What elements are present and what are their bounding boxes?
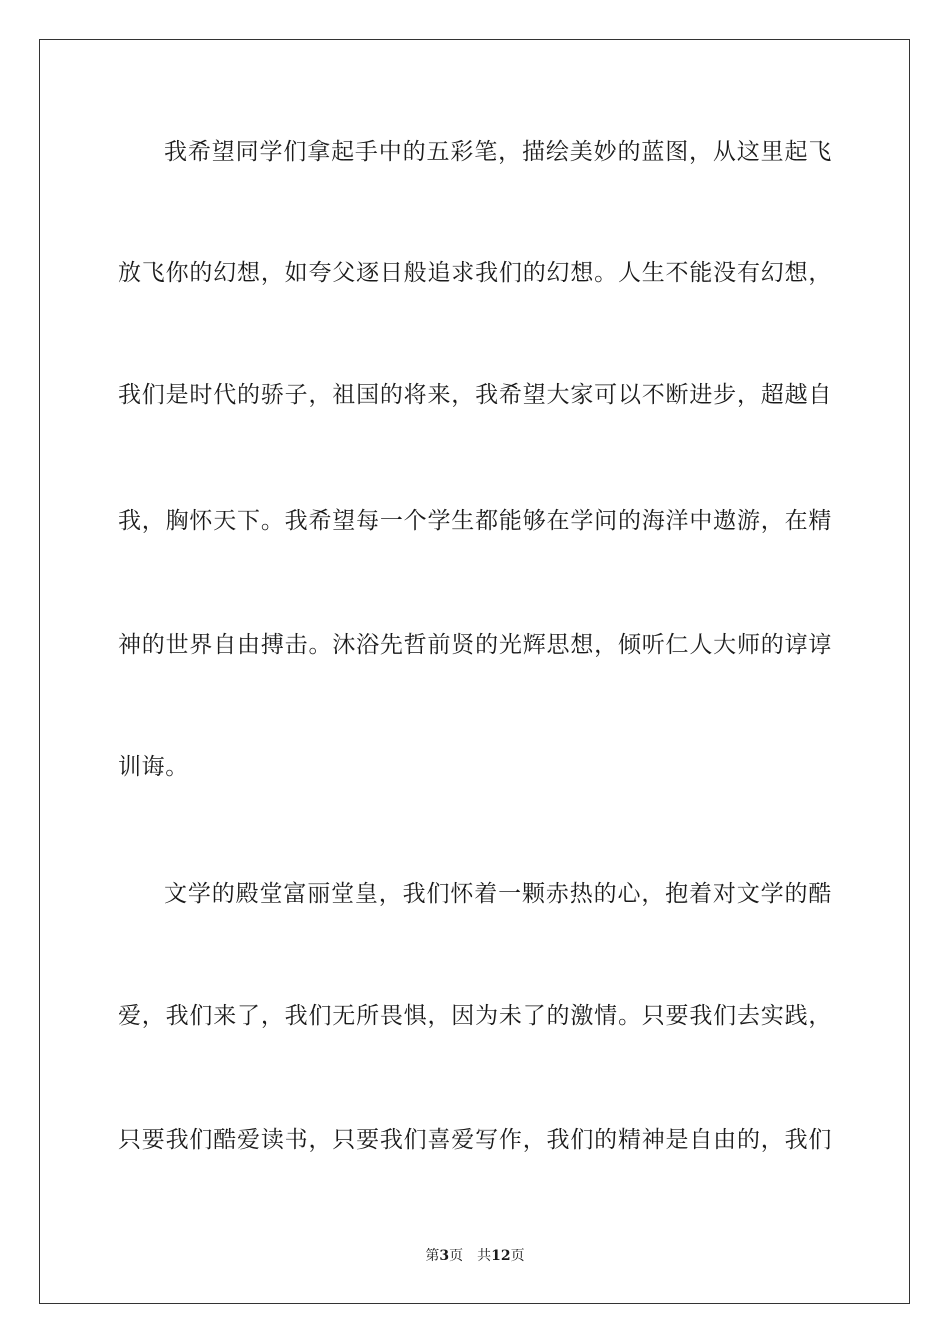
page-footer xyxy=(0,1246,950,1266)
total-suffix: 页 xyxy=(510,1248,525,1264)
paragraph-1-line-1: 我希望同学们拿起手中的五彩笔，描绘美妙的蓝图，从这里起飞 xyxy=(164,139,832,165)
paragraph-1-line-3: 我们是时代的骄子，祖国的将来，我希望大家可以不断进步，超越自 xyxy=(118,382,832,408)
total-pages: 12 xyxy=(491,1248,511,1264)
paragraph-1-line-5: 神的世界自由搏击。沐浴先哲前贤的光辉思想，倾听仁人大师的谆谆 xyxy=(118,632,832,658)
paragraph-2-line-3: 只要我们酷爱读书，只要我们喜爱写作，我们的精神是自由的，我们 xyxy=(118,1127,832,1153)
paragraph-2-line-2: 爱，我们来了，我们无所畏惧，因为未了的激情。只要我们去实践， xyxy=(118,1003,832,1029)
total-prefix: 共 xyxy=(477,1248,492,1264)
paragraph-1-line-2: 放飞你的幻想，如夸父逐日般追求我们的幻想。人生不能没有幻想， xyxy=(118,260,832,286)
paragraph-2-line-1: 文学的殿堂富丽堂皇，我们怀着一颗赤热的心，抱着对文学的酷 xyxy=(164,881,832,907)
page-prefix: 第 xyxy=(425,1248,440,1264)
page-suffix: 页 xyxy=(449,1248,464,1264)
paragraph-1-line-4: 我，胸怀天下。我希望每一个学生都能够在学问的海洋中遨游，在精 xyxy=(118,508,832,534)
paragraph-1-line-6: 训诲。 xyxy=(118,754,189,780)
page-border xyxy=(39,39,910,1304)
page-number: 3 xyxy=(439,1248,450,1264)
